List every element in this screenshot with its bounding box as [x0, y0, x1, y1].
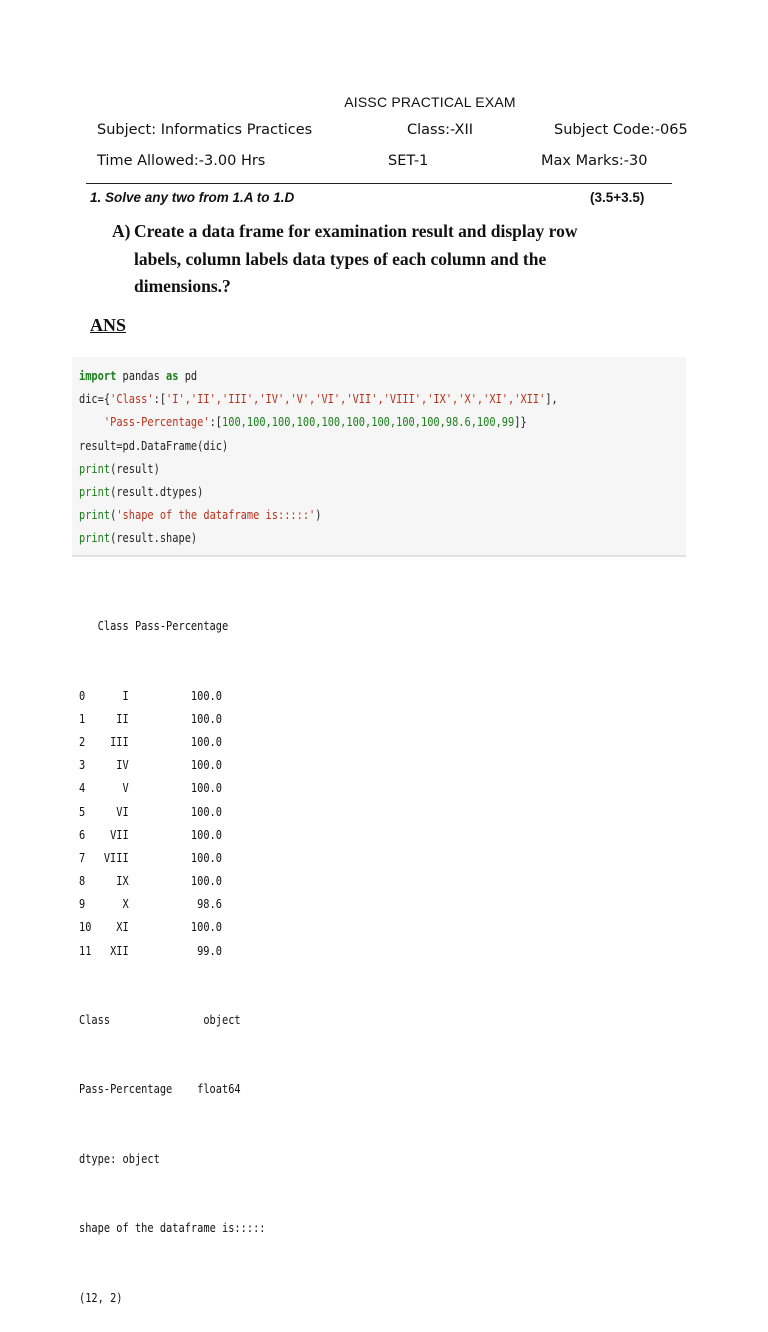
instruction-marks: (3.5+3.5): [590, 190, 645, 205]
shape-label: shape of the dataframe is:::::: [79, 1220, 266, 1236]
code-line-6: print(result.dtypes): [79, 484, 204, 500]
table-row: 11 XII 99.0: [79, 942, 222, 958]
exam-title: AISSC PRACTICAL EXAM: [344, 94, 516, 110]
max-marks-label: Max Marks:-30: [541, 153, 648, 169]
table-row: 1 II 100.0: [79, 710, 222, 726]
table-row: 7 VIII 100.0: [79, 849, 222, 865]
output-table-header: Class Pass-Percentage: [97, 618, 229, 634]
code-line-3: 'Pass-Percentage':[100,100,100,100,100,100,100,100,100,98.6,100,99]}: [103, 414, 527, 430]
output-table-rows: [79, 684, 266, 962]
code-line-7: print('shape of the dataframe is:::::'): [79, 507, 322, 523]
set-label: SET-1: [388, 153, 429, 169]
code-line-4: result=pd.DataFrame(dic): [79, 437, 229, 453]
table-row: 10 XI 100.0: [79, 919, 222, 935]
dtype-row-class: Class object: [79, 1011, 241, 1027]
dtype-line: dtype: object: [79, 1150, 160, 1166]
shape-value: (12, 2): [79, 1289, 123, 1305]
code-line-8: print(result.shape): [79, 530, 198, 546]
table-row: 4 V 100.0: [79, 780, 222, 796]
question-a: [112, 218, 672, 301]
code-line-1: import pandas as pd: [79, 368, 198, 383]
subject-label: Subject: Informatics Practices: [97, 122, 313, 138]
table-row: 2 III 100.0: [79, 734, 222, 750]
question-line-3: dimensions.?: [134, 276, 231, 296]
code-line-5: print(result): [79, 460, 160, 476]
table-row: 0 I 100.0: [79, 687, 222, 703]
output-block: [79, 568, 266, 1332]
table-row: 3 IV 100.0: [79, 757, 222, 773]
answer-heading: ANS: [90, 315, 127, 335]
question-label: A): [112, 221, 131, 241]
header-divider: [86, 183, 672, 184]
class-label: Class:-XII: [407, 122, 474, 138]
code-block: [79, 364, 558, 550]
question-line-2: labels, column labels data types of each column and the: [134, 248, 547, 269]
code-line-2: dic={'Class':['I','II','III','IV','V','VI','VII','VIII','IX','X','XI','XII'],: [79, 391, 558, 407]
table-row: 9 X 98.6: [79, 896, 222, 912]
subject-code-label: Subject Code:-065: [554, 122, 688, 138]
dtype-row-pass: Pass-Percentage float64: [79, 1081, 241, 1097]
question-line-1: Create a data frame for examination result and display row: [134, 221, 578, 241]
table-row: 6 VII 100.0: [79, 826, 222, 842]
table-row: 8 IX 100.0: [79, 873, 222, 889]
table-row: 5 VI 100.0: [79, 803, 222, 819]
instruction-text: 1. Solve any two from 1.A to 1.D: [90, 190, 295, 205]
time-allowed-label: Time Allowed:-3.00 Hrs: [97, 153, 266, 169]
